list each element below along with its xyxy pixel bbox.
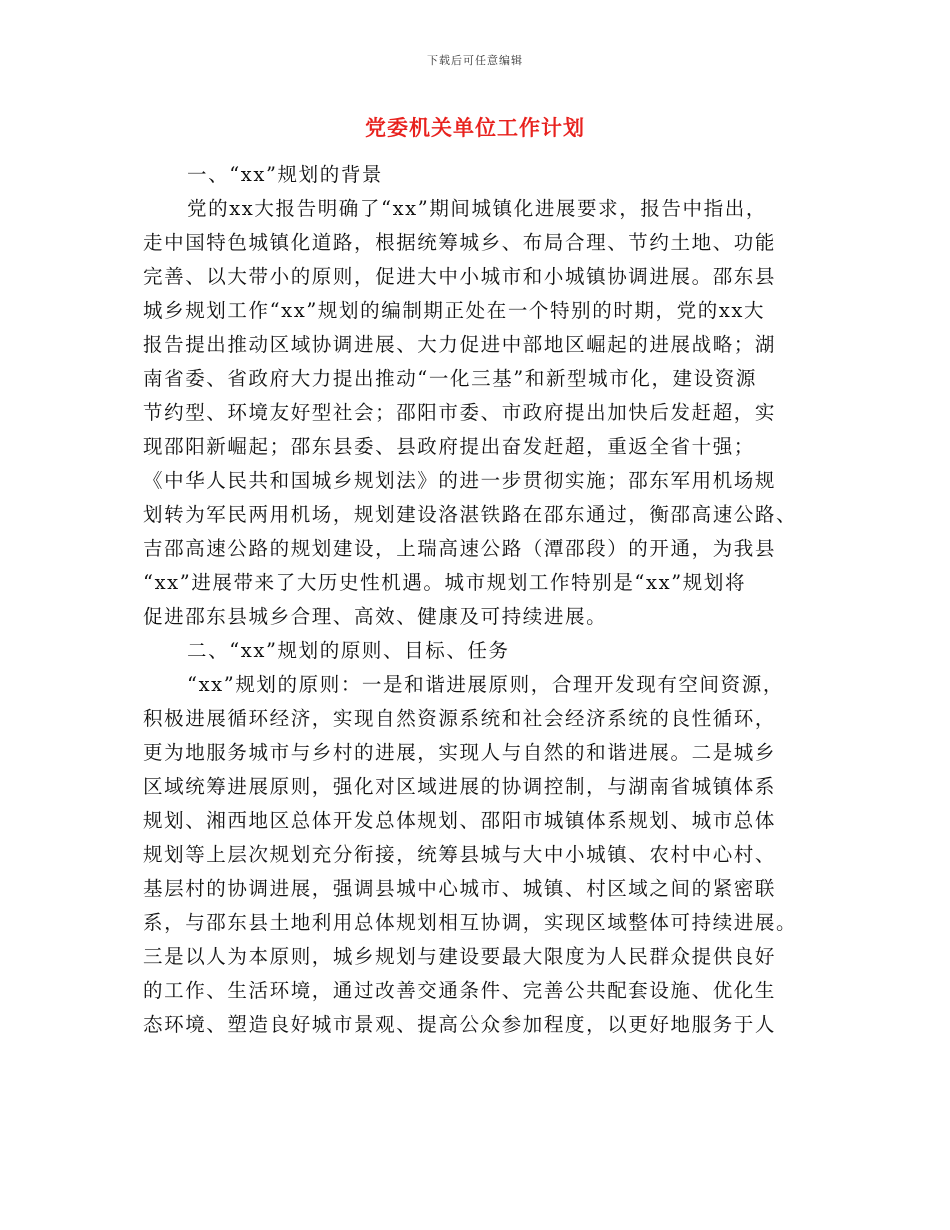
text-line: 城乡规划工作“xx”规划的编制期正处在一个特别的时期，党的xx大: [143, 299, 766, 322]
text-line: “xx”规划的原则：一是和谐进展原则，合理开发现有空间资源，: [187, 673, 784, 696]
text-line: 更为地服务城市与乡村的进展，实现人与自然的和谐进展。二是城乡: [143, 741, 777, 764]
text-line: 促进邵东县城乡合理、高效、健康及可持续进展。: [143, 605, 608, 628]
text-line: 区域统筹进展原则，强化对区域进展的协调控制，与湖南省城镇体系: [143, 775, 777, 798]
text-line: 走中国特色城镇化道路，根据统筹城乡、布局合理、节约土地、功能: [143, 231, 777, 254]
text-line: 党的xx大报告明确了“xx”期间城镇化进展要求，报告中指出，: [187, 197, 767, 220]
text-line: 吉邵高速公路的规划建设，上瑞高速公路（潭邵段）的开通，为我县: [143, 537, 777, 560]
text-line: 现邵阳新崛起；邵东县委、县政府提出奋发赶超，重返全省十强；: [143, 435, 755, 458]
text-line: 完善、以大带小的原则，促进大中小城市和小城镇协调进展。邵东县: [143, 265, 777, 288]
text-line: 一、“xx”规划的背景: [187, 163, 384, 186]
text-line: 系，与邵东县土地利用总体规划相互协调，实现区域整体可持续进展。: [143, 911, 798, 934]
text-line: 报告提出推动区域协调进展、大力促进中部地区崛起的进展战略；湖: [143, 333, 777, 356]
text-line: 二、“xx”规划的原则、目标、任务: [187, 639, 510, 662]
text-line: 三是以人为本原则，城乡规划与建设要最大限度为人民群众提供良好: [143, 945, 777, 968]
text-line: 规划、湘西地区总体开发总体规划、邵阳市城镇体系规划、城市总体: [143, 809, 777, 832]
text-line: 基层村的协调进展，强调县城中心城市、城镇、村区域之间的紧密联: [143, 877, 777, 900]
document-title: 党委机关单位工作计划: [365, 115, 585, 140]
text-line: 的工作、生活环境，通过改善交通条件、完善公共配套设施、优化生: [143, 979, 777, 1002]
text-line: 南省委、省政府大力提出推动“一化三基”和新型城市化，建设资源: [143, 367, 757, 390]
text-line: “xx”进展带来了大历史性机遇。城市规划工作特别是“xx”规划将: [143, 571, 747, 594]
text-line: 积极进展循环经济，实现自然资源系统和社会经济系统的良性循环，: [143, 707, 777, 730]
text-line: 《中华人民共和国城乡规划法》的进一步贯彻实施；邵东军用机场规: [143, 469, 777, 492]
document-body: [143, 158, 813, 1042]
text-line: 态环境、塑造良好城市景观、提高公众参加程度，以更好地服务于人: [143, 1013, 777, 1036]
page-header-note: 下载后可任意编辑: [427, 54, 523, 67]
text-line: 划转为军民两用机场，规划建设洛湛铁路在邵东通过，衡邵高速公路、: [143, 503, 798, 526]
text-line: 节约型、环境友好型社会；邵阳市委、市政府提出加快后发赶超，实: [143, 401, 777, 424]
text-line: 规划等上层次规划充分衔接，统筹县城与大中小城镇、农村中心村、: [143, 843, 777, 866]
